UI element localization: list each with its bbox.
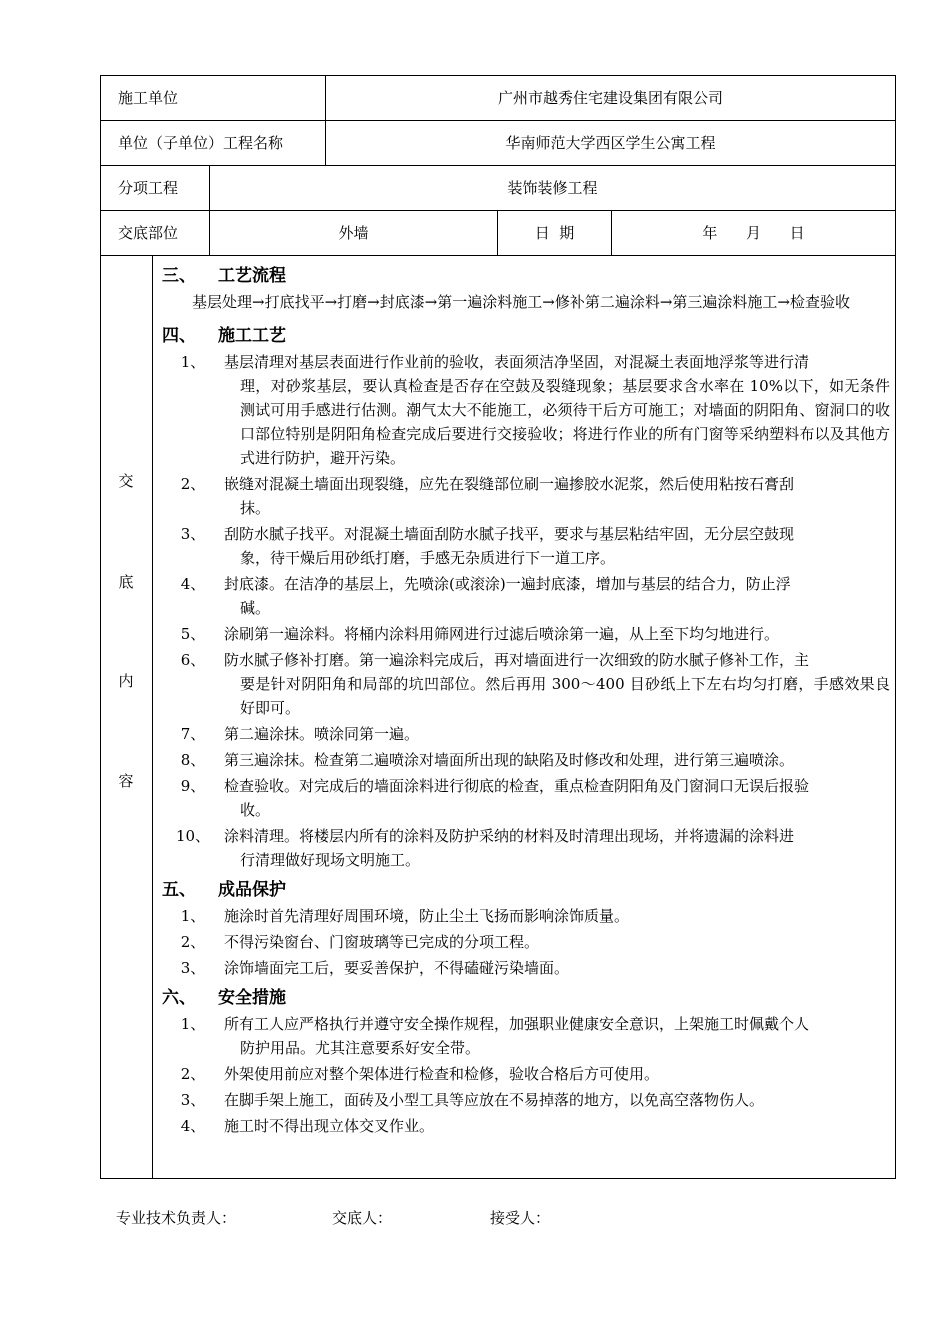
list-item [162,1088,890,1112]
location-value: 外墙 [338,224,369,242]
section-number: 六、 [162,988,196,1008]
table-border-left [100,75,101,1179]
item-number: 9、 [180,777,206,795]
sub-project-value: 装饰装修工程 [507,179,598,197]
item-number: 3、 [180,525,206,543]
item-text-continuation: 行清理做好现场文明施工。 [240,851,421,869]
list-item [162,722,890,746]
list-item [162,1062,890,1086]
list-item [162,522,890,570]
list-item [162,1012,890,1060]
item-text-continuation: 象，待干燥后用砂纸打磨，手感无杂质进行下一道工序。 [240,549,616,567]
date-label: 日 期 [534,224,575,242]
side-label-char: 交 [118,472,134,490]
item-text [224,748,890,772]
item-text-first-line: 封底漆。在洁净的基层上，先喷涂(或滚涂)一遍封底漆，增加与基层的结合力，防止浮 [224,575,791,593]
list-item [162,572,890,620]
item-text-first-line: 基层清理对基层表面进行作业前的验收，表面须洁净坚固，对混凝土表面地浮浆等进行清 [224,353,810,371]
item-text [224,722,890,746]
item-text [224,774,890,822]
tech-lead-label: 专业技术负责人： [116,1209,237,1227]
table-border-bottom [100,1178,896,1179]
section-heading [162,262,890,290]
item-text [224,522,890,570]
item-number: 4、 [180,1117,206,1135]
construction-unit-label: 施工单位 [118,89,179,107]
list-item [162,648,890,720]
safety-measures-list [162,1012,890,1138]
item-text-continuation: 抹。 [240,499,271,517]
item-text-first-line: 外架使用前应对整个架体进行检查和检修，验收合格后方可使用。 [224,1065,660,1083]
item-number: 2、 [180,933,206,951]
item-text [224,350,890,470]
list-item [162,956,890,980]
item-text [224,572,890,620]
location-label: 交底部位 [118,224,179,242]
item-text [224,622,890,646]
item-text [224,904,890,928]
table-border-right [895,75,896,1179]
item-text-first-line: 不得污染窗台、门窗玻璃等已完成的分项工程。 [224,933,540,951]
disclosure-content [162,262,890,1140]
item-number: 2、 [180,1065,206,1083]
section-number: 三、 [162,266,196,286]
section-title: 成品保护 [218,880,286,900]
item-text-continuation: 防护用品。尤其注意要系好安全带。 [240,1039,481,1057]
sub-project-label: 分项工程 [118,179,179,197]
section-heading [162,876,890,904]
item-text-continuation: 理，对砂浆基层，要认真检查是否存在空鼓及裂缝现象；基层要求含水率在 10%以下，如无条件测试可用手感进行估测。潮气太大不能施工，必须待干后方可施工；对墙面的阴阳角、窗洞口的收口部位特别是阴阳角检查完成后要进行交接验收；将进行作业的所有门窗等采纳塑料布以及其他方式进行防护，避开污染。 [240,377,890,467]
list-item [162,748,890,772]
item-text [224,1012,890,1060]
item-text-first-line: 涂料清理。将楼层内所有的涂料及防护采纳的材料及时清理出现场，并将遗漏的涂料进 [224,827,795,845]
item-number: 6、 [180,651,206,669]
item-number: 5、 [180,625,206,643]
list-item [162,1114,890,1138]
item-text-first-line: 嵌缝对混凝土墙面出现裂缝，应先在裂缝部位刷一遍掺胶水泥浆，然后使用粘按石膏刮 [224,475,795,493]
list-item [162,904,890,928]
item-number: 1、 [180,353,206,371]
item-text [224,1114,890,1138]
item-number: 3、 [180,1091,206,1109]
list-item [162,824,890,872]
side-label-char: 容 [118,772,134,790]
discloser-label: 交底人： [332,1209,393,1227]
list-item [162,622,890,646]
side-label-char: 底 [118,573,134,591]
item-text-first-line: 所有工人应严格执行并遵守安全操作规程，加强职业健康安全意识，上架施工时佩戴个人 [224,1015,810,1033]
item-number: 4、 [180,575,206,593]
item-number: 1、 [180,907,206,925]
item-text-first-line: 施涂时首先清理好周围环境，防止尘土飞扬而影响涂饰质量。 [224,907,630,925]
item-text-first-line: 在脚手架上施工，面砖及小型工具等应放在不易掉落的地方，以免高空落物伤人。 [224,1091,765,1109]
item-text-first-line: 第三遍涂抹。检查第二遍喷涂对墙面所出现的缺陷及时修改和处理，进行第三遍喷涂。 [224,751,795,769]
item-text-first-line: 第二遍涂抹。喷涂同第一遍。 [224,725,420,743]
section-heading [162,984,890,1012]
process-flow-text: 基层处理→打底找平→打磨→封底漆→第一遍涂料施工→修补第二遍涂料→第三遍涂料施工→检查验收 [192,293,850,311]
item-number: 8、 [180,751,206,769]
item-text-first-line: 施工时不得出现立体交叉作业。 [224,1117,435,1135]
item-number: 2、 [180,475,206,493]
item-text [224,956,890,980]
item-number: 1、 [180,1015,206,1033]
section-title: 工艺流程 [218,266,286,286]
item-text [224,472,890,520]
project-name-label: 单位（子单位）工程名称 [118,134,284,152]
item-text-first-line: 刮防水腻子找平。对混凝土墙面刮防水腻子找平，要求与基层粘结牢固，无分层空鼓现 [224,525,795,543]
item-text [224,824,890,872]
construction-process-list [162,350,890,872]
section-number: 四、 [162,326,196,346]
section-title: 安全措施 [218,988,286,1008]
row-divider [100,255,896,256]
item-text-continuation: 收。 [240,801,271,819]
item-number: 10、 [175,827,211,845]
item-text-first-line: 涂刷第一遍涂料。将桶内涂料用筛网进行过滤后喷涂第一遍，从上至下均匀地进行。 [224,625,780,643]
side-label-char: 内 [118,672,134,690]
section-title: 施工工艺 [218,326,286,346]
project-name-value: 华南师范大学西区学生公寓工程 [505,134,716,152]
product-protection-list [162,904,890,980]
item-text-first-line: 防水腻子修补打磨。第一遍涂料完成后，再对墙面进行一次细致的防水腻子修补工作，主 [224,651,810,669]
construction-unit-value: 广州市越秀住宅建设集团有限公司 [497,89,723,107]
item-text [224,930,890,954]
item-text-first-line: 检查验收。对完成后的墙面涂料进行彻底的检查，重点检查阴阳角及门窗洞口无误后报验 [224,777,810,795]
list-item [162,472,890,520]
item-text [224,1088,890,1112]
section-heading [162,322,890,350]
list-item [162,930,890,954]
item-text [224,648,890,720]
col-divider [152,255,153,1179]
item-text-continuation: 碱。 [240,599,271,617]
item-number: 3、 [180,959,206,977]
item-text-continuation: 要是针对阴阳角和局部的坑凹部位。然后再用 300～400 目砂纸上下左右均匀打磨，手感效果良好即可。 [240,675,890,717]
list-item [162,350,890,470]
item-text [224,1062,890,1086]
item-number: 7、 [180,725,206,743]
item-text-first-line: 涂饰墙面完工后，要妥善保护，不得磕碰污染墙面。 [224,959,570,977]
receiver-label: 接受人： [490,1209,551,1227]
list-item [162,774,890,822]
date-value: 年 月 日 [702,224,805,242]
section-number: 五、 [162,880,196,900]
